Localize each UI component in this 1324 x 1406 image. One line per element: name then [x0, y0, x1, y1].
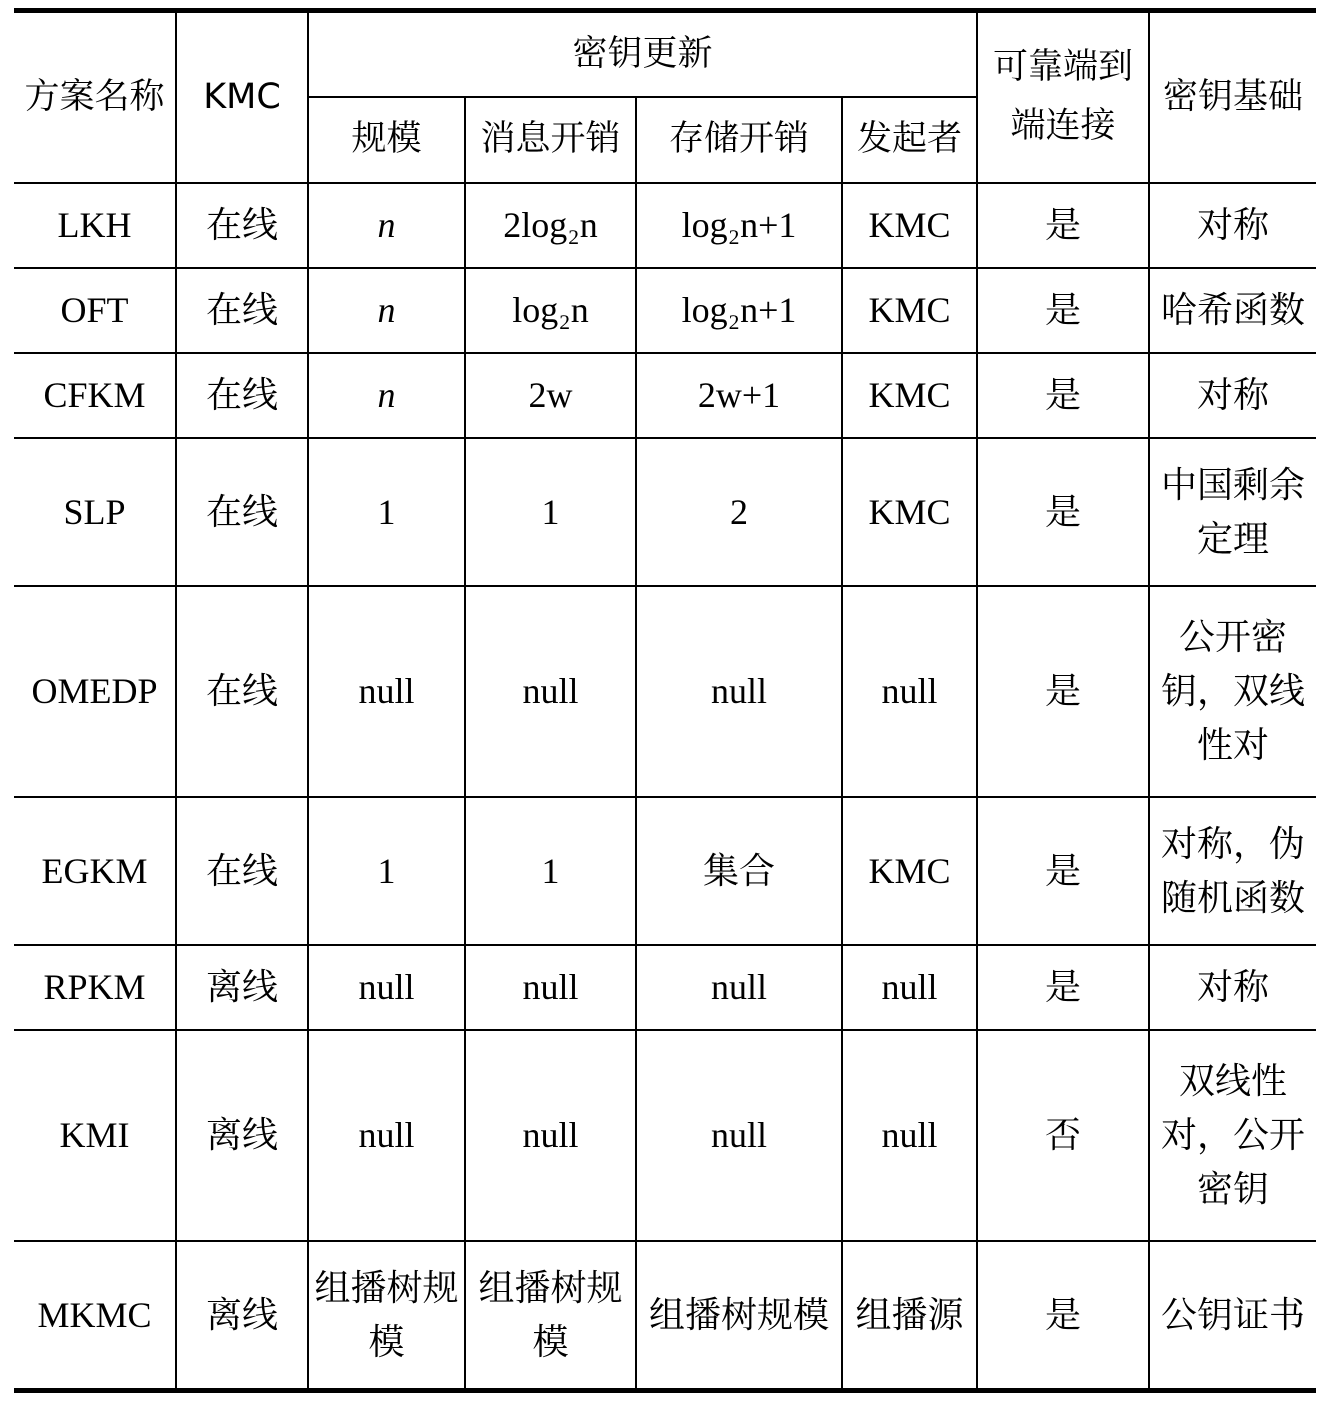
- cell-scale: null: [308, 1030, 465, 1241]
- cell-basis: 公开密钥，双线性对: [1149, 586, 1316, 797]
- cell-name: SLP: [14, 438, 176, 586]
- cell-msg: 1: [465, 438, 636, 586]
- cell-e2e: 是: [977, 586, 1149, 797]
- cell-kmc: 在线: [176, 438, 308, 586]
- cell-kmc: 离线: [176, 1241, 308, 1391]
- cell-scale: n: [308, 183, 465, 268]
- cell-kmc: 在线: [176, 797, 308, 945]
- cell-scale: n: [308, 268, 465, 353]
- cell-scale: 1: [308, 797, 465, 945]
- table-row: [14, 586, 1316, 797]
- header-name: 方案名称: [14, 11, 176, 183]
- cell-initiator: KMC: [842, 353, 977, 438]
- table-row: [14, 945, 1316, 1030]
- cell-kmc: 在线: [176, 183, 308, 268]
- cell-scale: 1: [308, 438, 465, 586]
- header-scale: 规模: [308, 97, 465, 183]
- cell-initiator: KMC: [842, 797, 977, 945]
- cell-name: OFT: [14, 268, 176, 353]
- cell-basis: 对称: [1149, 353, 1316, 438]
- header-e2e: 可靠端到端连接: [977, 11, 1149, 183]
- table-row: [14, 353, 1316, 438]
- cell-msg: log₂n: [465, 268, 636, 353]
- cell-initiator: null: [842, 586, 977, 797]
- cell-scale: n: [308, 353, 465, 438]
- cell-e2e: 是: [977, 353, 1149, 438]
- cell-kmc: 在线: [176, 353, 308, 438]
- cell-name: MKMC: [14, 1241, 176, 1391]
- cell-e2e: 是: [977, 1241, 1149, 1391]
- cell-storage: 2: [636, 438, 842, 586]
- cell-storage: log₂n+1: [636, 183, 842, 268]
- cell-initiator: KMC: [842, 438, 977, 586]
- cell-scale: null: [308, 945, 465, 1030]
- cell-msg: 2log₂n: [465, 183, 636, 268]
- cell-storage: 2w+1: [636, 353, 842, 438]
- cell-name: KMI: [14, 1030, 176, 1241]
- table-row: [14, 1241, 1316, 1391]
- comparison-table: [14, 8, 1316, 1393]
- cell-msg: null: [465, 586, 636, 797]
- table-row: [14, 438, 1316, 586]
- cell-initiator: KMC: [842, 183, 977, 268]
- cell-e2e: 是: [977, 797, 1149, 945]
- cell-basis: 对称: [1149, 945, 1316, 1030]
- cell-e2e: 是: [977, 183, 1149, 268]
- cell-scale: null: [308, 586, 465, 797]
- cell-name: EGKM: [14, 797, 176, 945]
- cell-msg: 1: [465, 797, 636, 945]
- table-row: [14, 797, 1316, 945]
- cell-scale: 组播树规模: [308, 1241, 465, 1391]
- cell-basis: 双线性对，公开密钥: [1149, 1030, 1316, 1241]
- cell-kmc: 在线: [176, 268, 308, 353]
- cell-basis: 中国剩余定理: [1149, 438, 1316, 586]
- cell-basis: 对称: [1149, 183, 1316, 268]
- cell-msg: null: [465, 1030, 636, 1241]
- cell-e2e: 否: [977, 1030, 1149, 1241]
- header-msg-cost: 消息开销: [465, 97, 636, 183]
- table-row: [14, 183, 1316, 268]
- cell-name: LKH: [14, 183, 176, 268]
- cell-e2e: 是: [977, 268, 1149, 353]
- cell-storage: 集合: [636, 797, 842, 945]
- table-row: [14, 1030, 1316, 1241]
- cell-msg: 2w: [465, 353, 636, 438]
- cell-name: CFKM: [14, 353, 176, 438]
- cell-initiator: KMC: [842, 268, 977, 353]
- cell-name: OMEDP: [14, 586, 176, 797]
- cell-kmc: 离线: [176, 1030, 308, 1241]
- cell-storage: 组播树规模: [636, 1241, 842, 1391]
- header-storage-cost: 存储开销: [636, 97, 842, 183]
- cell-kmc: 在线: [176, 586, 308, 797]
- cell-basis: 对称，伪随机函数: [1149, 797, 1316, 945]
- header-kmc: KMC: [176, 11, 308, 183]
- cell-basis: 哈希函数: [1149, 268, 1316, 353]
- cell-storage: null: [636, 945, 842, 1030]
- cell-storage: null: [636, 586, 842, 797]
- header-initiator: 发起者: [842, 97, 977, 183]
- cell-initiator: null: [842, 1030, 977, 1241]
- cell-storage: null: [636, 1030, 842, 1241]
- cell-msg: 组播树规模: [465, 1241, 636, 1391]
- table-container: [14, 8, 1316, 1393]
- cell-e2e: 是: [977, 438, 1149, 586]
- cell-name: RPKM: [14, 945, 176, 1030]
- cell-basis: 公钥证书: [1149, 1241, 1316, 1391]
- header-key-update: 密钥更新: [308, 11, 977, 97]
- cell-e2e: 是: [977, 945, 1149, 1030]
- cell-kmc: 离线: [176, 945, 308, 1030]
- cell-storage: log₂n+1: [636, 268, 842, 353]
- cell-initiator: null: [842, 945, 977, 1030]
- cell-initiator: 组播源: [842, 1241, 977, 1391]
- header-key-basis: 密钥基础: [1149, 11, 1316, 183]
- cell-msg: null: [465, 945, 636, 1030]
- table-row: [14, 268, 1316, 353]
